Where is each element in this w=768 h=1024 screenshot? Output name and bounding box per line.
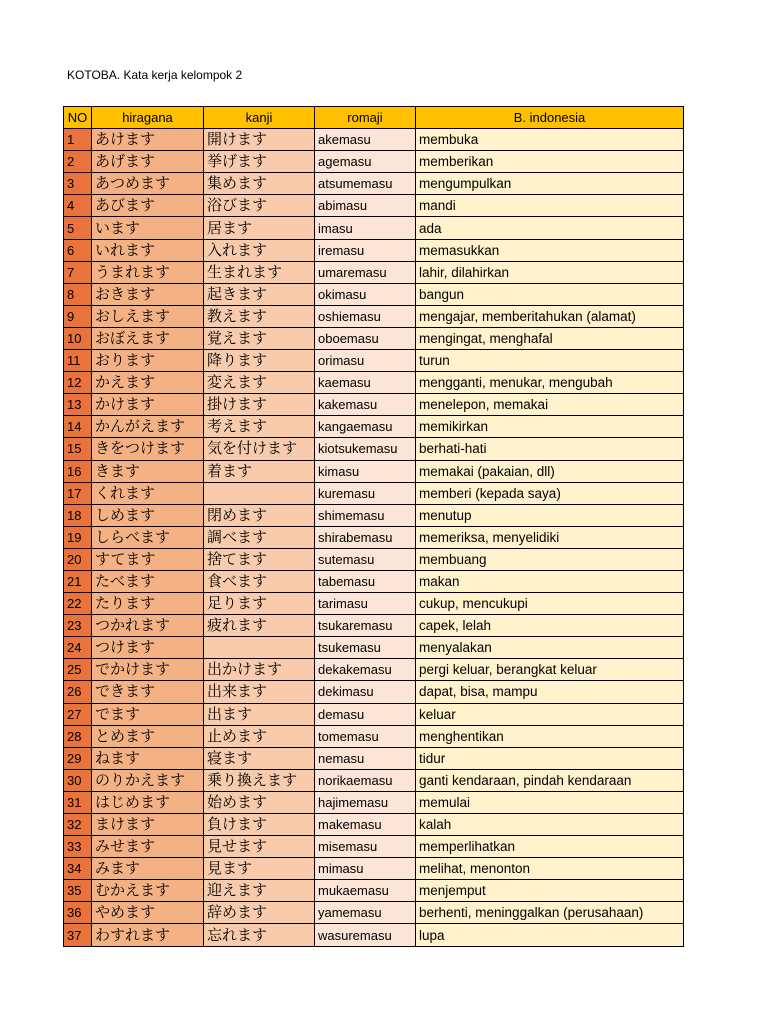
cell-no: 6 [64,239,92,261]
cell-kanji: 出ます [204,703,315,725]
cell-hiragana: おぼえます [92,327,204,349]
table-row [64,637,684,659]
cell-indonesia: lahir, dilahirkan [416,261,684,283]
cell-romaji: tsukemasu [315,637,416,659]
cell-hiragana: でかけます [92,659,204,681]
cell-hiragana: わすれます [92,924,204,946]
cell-no: 23 [64,615,92,637]
cell-romaji: nemasu [315,747,416,769]
cell-kanji: 始めます [204,791,315,813]
header-romaji: romaji [315,107,416,129]
cell-kanji: 挙げます [204,151,315,173]
header-kanji: kanji [204,107,315,129]
cell-indonesia: capek, lelah [416,615,684,637]
cell-no: 1 [64,129,92,151]
cell-hiragana: いれます [92,239,204,261]
cell-indonesia: memperlihatkan [416,836,684,858]
cell-kanji [204,482,315,504]
cell-kanji: 止めます [204,725,315,747]
cell-romaji: tabemasu [315,570,416,592]
cell-indonesia: memakai (pakaian, dll) [416,460,684,482]
vocabulary-table [63,106,684,947]
cell-indonesia: ada [416,217,684,239]
cell-romaji: atsumemasu [315,173,416,195]
cell-no: 31 [64,791,92,813]
cell-no: 33 [64,836,92,858]
cell-romaji: shimemasu [315,504,416,526]
cell-kanji: 食べます [204,570,315,592]
table-row [64,482,684,504]
cell-kanji: 負けます [204,814,315,836]
cell-kanji: 閉めます [204,504,315,526]
cell-hiragana: とめます [92,725,204,747]
table-row [64,217,684,239]
cell-no: 13 [64,394,92,416]
table-row [64,769,684,791]
cell-no: 17 [64,482,92,504]
cell-no: 34 [64,858,92,880]
cell-romaji: tomemasu [315,725,416,747]
cell-kanji: 出かけます [204,659,315,681]
cell-no: 12 [64,372,92,394]
table-row [64,151,684,173]
table-row [64,460,684,482]
cell-kanji: 出来ます [204,681,315,703]
cell-indonesia: memberikan [416,151,684,173]
cell-romaji: misemasu [315,836,416,858]
cell-romaji: dekakemasu [315,659,416,681]
cell-hiragana: ねます [92,747,204,769]
cell-romaji: shirabemasu [315,526,416,548]
table-row [64,570,684,592]
cell-kanji: 考えます [204,416,315,438]
cell-hiragana: でます [92,703,204,725]
cell-indonesia: memikirkan [416,416,684,438]
cell-no: 21 [64,570,92,592]
cell-indonesia: mengajar, memberitahukan (alamat) [416,305,684,327]
cell-kanji: 覚えます [204,327,315,349]
cell-hiragana: つかれます [92,615,204,637]
table-row [64,615,684,637]
cell-indonesia: turun [416,350,684,372]
cell-hiragana: きをつけます [92,438,204,460]
cell-kanji: 降ります [204,350,315,372]
table-row [64,327,684,349]
cell-indonesia: memberi (kepada saya) [416,482,684,504]
cell-kanji [204,637,315,659]
cell-hiragana: まけます [92,814,204,836]
table-row [64,836,684,858]
cell-hiragana: はじめます [92,791,204,813]
table-row [64,548,684,570]
cell-no: 15 [64,438,92,460]
cell-kanji: 忘れます [204,924,315,946]
cell-hiragana: みせます [92,836,204,858]
cell-kanji: 気を付けます [204,438,315,460]
cell-no: 16 [64,460,92,482]
cell-no: 19 [64,526,92,548]
cell-romaji: abimasu [315,195,416,217]
cell-hiragana: あつめます [92,173,204,195]
cell-romaji: umaremasu [315,261,416,283]
cell-romaji: imasu [315,217,416,239]
cell-hiragana: うまれます [92,261,204,283]
table-row [64,394,684,416]
cell-romaji: oshiemasu [315,305,416,327]
cell-kanji: 寝ます [204,747,315,769]
table-row [64,239,684,261]
cell-indonesia: makan [416,570,684,592]
cell-romaji: demasu [315,703,416,725]
cell-romaji: tarimasu [315,593,416,615]
cell-kanji: 入れます [204,239,315,261]
table-row [64,880,684,902]
cell-indonesia: dapat, bisa, mampu [416,681,684,703]
cell-romaji: hajimemasu [315,791,416,813]
cell-indonesia: menghentikan [416,725,684,747]
cell-no: 30 [64,769,92,791]
cell-hiragana: おしえます [92,305,204,327]
table-row [64,858,684,880]
cell-romaji: kaemasu [315,372,416,394]
cell-romaji: norikaemasu [315,769,416,791]
cell-indonesia: mandi [416,195,684,217]
table-row [64,438,684,460]
table-row [64,504,684,526]
table-row [64,725,684,747]
cell-hiragana: かえます [92,372,204,394]
table-row [64,593,684,615]
cell-kanji: 疲れます [204,615,315,637]
cell-no: 36 [64,902,92,924]
cell-hiragana: あけます [92,129,204,151]
cell-kanji: 見ます [204,858,315,880]
cell-no: 26 [64,681,92,703]
cell-romaji: mimasu [315,858,416,880]
header-indonesia: B. indonesia [416,107,684,129]
cell-hiragana: しらべます [92,526,204,548]
table-row [64,283,684,305]
cell-no: 24 [64,637,92,659]
header-hiragana: hiragana [92,107,204,129]
cell-romaji: orimasu [315,350,416,372]
cell-kanji: 教えます [204,305,315,327]
table-row [64,526,684,548]
cell-kanji: 捨てます [204,548,315,570]
cell-indonesia: membuang [416,548,684,570]
cell-hiragana: かけます [92,394,204,416]
cell-no: 29 [64,747,92,769]
cell-indonesia: menelepon, memakai [416,394,684,416]
cell-romaji: kimasu [315,460,416,482]
table-row [64,659,684,681]
cell-no: 37 [64,924,92,946]
table-row [64,681,684,703]
cell-indonesia: ganti kendaraan, pindah kendaraan [416,769,684,791]
cell-hiragana: のりかえます [92,769,204,791]
table-row [64,791,684,813]
cell-indonesia: memasukkan [416,239,684,261]
cell-romaji: dekimasu [315,681,416,703]
cell-indonesia: menyalakan [416,637,684,659]
table-row [64,902,684,924]
table-row [64,261,684,283]
cell-hiragana: たります [92,593,204,615]
table-row [64,416,684,438]
cell-no: 9 [64,305,92,327]
cell-indonesia: mengumpulkan [416,173,684,195]
cell-romaji: kuremasu [315,482,416,504]
cell-indonesia: keluar [416,703,684,725]
cell-kanji: 見せます [204,836,315,858]
table-row [64,129,684,151]
cell-kanji: 辞めます [204,902,315,924]
cell-hiragana: できます [92,681,204,703]
cell-hiragana: あげます [92,151,204,173]
cell-romaji: mukaemasu [315,880,416,902]
cell-kanji: 迎えます [204,880,315,902]
table-row [64,350,684,372]
cell-no: 7 [64,261,92,283]
cell-romaji: wasuremasu [315,924,416,946]
cell-kanji: 掛けます [204,394,315,416]
cell-kanji: 足ります [204,593,315,615]
cell-kanji: 開けます [204,129,315,151]
cell-hiragana: います [92,217,204,239]
cell-no: 25 [64,659,92,681]
cell-indonesia: kalah [416,814,684,836]
cell-kanji: 生まれます [204,261,315,283]
cell-kanji: 居ます [204,217,315,239]
cell-kanji: 起きます [204,283,315,305]
cell-indonesia: cukup, mencukupi [416,593,684,615]
cell-no: 10 [64,327,92,349]
document-title: KOTOBA. Kata kerja kelompok 2 [67,68,243,82]
cell-indonesia: memeriksa, menyelidiki [416,526,684,548]
table-row [64,372,684,394]
cell-hiragana: くれます [92,482,204,504]
cell-indonesia: membuka [416,129,684,151]
cell-no: 8 [64,283,92,305]
cell-hiragana: おきます [92,283,204,305]
cell-kanji: 着ます [204,460,315,482]
cell-romaji: kiotsukemasu [315,438,416,460]
table-row [64,924,684,946]
table-row [64,305,684,327]
cell-romaji: kakemasu [315,394,416,416]
cell-no: 11 [64,350,92,372]
cell-romaji: makemasu [315,814,416,836]
cell-indonesia: mengganti, menukar, mengubah [416,372,684,394]
cell-no: 32 [64,814,92,836]
cell-no: 27 [64,703,92,725]
cell-kanji: 浴びます [204,195,315,217]
header-row [64,107,684,129]
cell-romaji: tsukaremasu [315,615,416,637]
cell-indonesia: memulai [416,791,684,813]
table-row [64,195,684,217]
cell-indonesia: berhati-hati [416,438,684,460]
cell-indonesia: lupa [416,924,684,946]
cell-no: 28 [64,725,92,747]
cell-romaji: sutemasu [315,548,416,570]
cell-kanji: 変えます [204,372,315,394]
table-row [64,747,684,769]
cell-no: 2 [64,151,92,173]
cell-hiragana: あびます [92,195,204,217]
cell-indonesia: menjemput [416,880,684,902]
cell-romaji: akemasu [315,129,416,151]
cell-romaji: kangaemasu [315,416,416,438]
cell-hiragana: おります [92,350,204,372]
cell-hiragana: たべます [92,570,204,592]
cell-hiragana: きます [92,460,204,482]
cell-no: 3 [64,173,92,195]
cell-romaji: okimasu [315,283,416,305]
cell-indonesia: berhenti, meninggalkan (perusahaan) [416,902,684,924]
cell-hiragana: みます [92,858,204,880]
cell-hiragana: しめます [92,504,204,526]
cell-no: 20 [64,548,92,570]
table-row [64,814,684,836]
cell-kanji: 調べます [204,526,315,548]
cell-hiragana: むかえます [92,880,204,902]
table-row [64,703,684,725]
cell-no: 18 [64,504,92,526]
cell-hiragana: やめます [92,902,204,924]
cell-hiragana: つけます [92,637,204,659]
cell-no: 35 [64,880,92,902]
cell-hiragana: すてます [92,548,204,570]
cell-no: 4 [64,195,92,217]
cell-kanji: 乗り換えます [204,769,315,791]
cell-no: 22 [64,593,92,615]
cell-indonesia: bangun [416,283,684,305]
cell-romaji: yamemasu [315,902,416,924]
cell-kanji: 集めます [204,173,315,195]
cell-indonesia: mengingat, menghafal [416,327,684,349]
cell-indonesia: melihat, menonton [416,858,684,880]
table-row [64,173,684,195]
cell-indonesia: menutup [416,504,684,526]
cell-indonesia: tidur [416,747,684,769]
cell-romaji: agemasu [315,151,416,173]
cell-indonesia: pergi keluar, berangkat keluar [416,659,684,681]
cell-no: 5 [64,217,92,239]
cell-hiragana: かんがえます [92,416,204,438]
header-no: NO [64,107,92,129]
cell-no: 14 [64,416,92,438]
cell-romaji: oboemasu [315,327,416,349]
cell-romaji: iremasu [315,239,416,261]
